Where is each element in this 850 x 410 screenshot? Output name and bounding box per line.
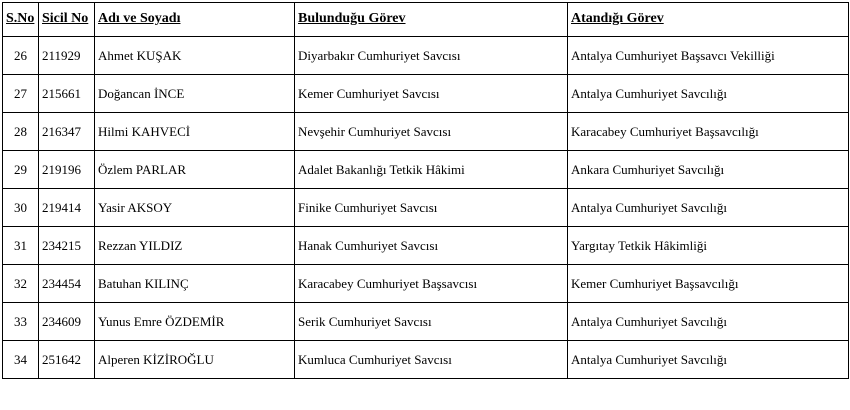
cell-sicil: 216347 — [39, 113, 95, 151]
cell-sno: 32 — [3, 265, 39, 303]
header-row — [3, 3, 849, 37]
cell-sno: 26 — [3, 37, 39, 75]
cell-current-position: Kumluca Cumhuriyet Savcısı — [295, 341, 568, 379]
table-row — [3, 341, 849, 379]
assignment-table — [2, 2, 849, 379]
cell-name: Özlem PARLAR — [95, 151, 295, 189]
cell-current-position: Adalet Bakanlığı Tetkik Hâkimi — [295, 151, 568, 189]
table-row — [3, 151, 849, 189]
cell-sno: 27 — [3, 75, 39, 113]
cell-assigned-position: Kemer Cumhuriyet Başsavcılığı — [568, 265, 849, 303]
cell-name: Alperen KİZİROĞLU — [95, 341, 295, 379]
cell-assigned-position: Antalya Cumhuriyet Başsavcı Vekilliği — [568, 37, 849, 75]
table-row — [3, 113, 849, 151]
cell-current-position: Karacabey Cumhuriyet Başsavcısı — [295, 265, 568, 303]
cell-sno: 28 — [3, 113, 39, 151]
cell-name: Hilmi KAHVECİ — [95, 113, 295, 151]
cell-sno: 33 — [3, 303, 39, 341]
cell-assigned-position: Ankara Cumhuriyet Savcılığı — [568, 151, 849, 189]
cell-sicil: 234454 — [39, 265, 95, 303]
cell-current-position: Finike Cumhuriyet Savcısı — [295, 189, 568, 227]
cell-sno: 30 — [3, 189, 39, 227]
cell-current-position: Kemer Cumhuriyet Savcısı — [295, 75, 568, 113]
cell-assigned-position: Karacabey Cumhuriyet Başsavcılığı — [568, 113, 849, 151]
table-row — [3, 303, 849, 341]
cell-name: Rezzan YILDIZ — [95, 227, 295, 265]
cell-name: Yasir AKSOY — [95, 189, 295, 227]
table-row — [3, 227, 849, 265]
cell-sicil: 234215 — [39, 227, 95, 265]
cell-sicil: 211929 — [39, 37, 95, 75]
table-row — [3, 265, 849, 303]
cell-assigned-position: Antalya Cumhuriyet Savcılığı — [568, 75, 849, 113]
cell-sicil: 234609 — [39, 303, 95, 341]
table-row — [3, 75, 849, 113]
cell-sicil: 251642 — [39, 341, 95, 379]
column-header-sicil: Sicil No — [39, 3, 95, 37]
column-header-current-position: Bulunduğu Görev — [295, 3, 568, 37]
column-header-assigned-position: Atandığı Görev — [568, 3, 849, 37]
cell-assigned-position: Antalya Cumhuriyet Savcılığı — [568, 341, 849, 379]
cell-sno: 34 — [3, 341, 39, 379]
table-body — [3, 37, 849, 379]
cell-sno: 31 — [3, 227, 39, 265]
cell-current-position: Diyarbakır Cumhuriyet Savcısı — [295, 37, 568, 75]
cell-assigned-position: Antalya Cumhuriyet Savcılığı — [568, 189, 849, 227]
cell-assigned-position: Antalya Cumhuriyet Savcılığı — [568, 303, 849, 341]
cell-name: Yunus Emre ÖZDEMİR — [95, 303, 295, 341]
column-header-sno: S.No — [3, 3, 39, 37]
cell-name: Batuhan KILINÇ — [95, 265, 295, 303]
cell-assigned-position: Yargıtay Tetkik Hâkimliği — [568, 227, 849, 265]
table-row — [3, 37, 849, 75]
column-header-name: Adı ve Soyadı — [95, 3, 295, 37]
cell-name: Ahmet KUŞAK — [95, 37, 295, 75]
cell-sicil: 219196 — [39, 151, 95, 189]
table-row — [3, 189, 849, 227]
cell-sno: 29 — [3, 151, 39, 189]
cell-current-position: Hanak Cumhuriyet Savcısı — [295, 227, 568, 265]
cell-current-position: Serik Cumhuriyet Savcısı — [295, 303, 568, 341]
cell-name: Doğancan İNCE — [95, 75, 295, 113]
cell-sicil: 215661 — [39, 75, 95, 113]
cell-current-position: Nevşehir Cumhuriyet Savcısı — [295, 113, 568, 151]
cell-sicil: 219414 — [39, 189, 95, 227]
